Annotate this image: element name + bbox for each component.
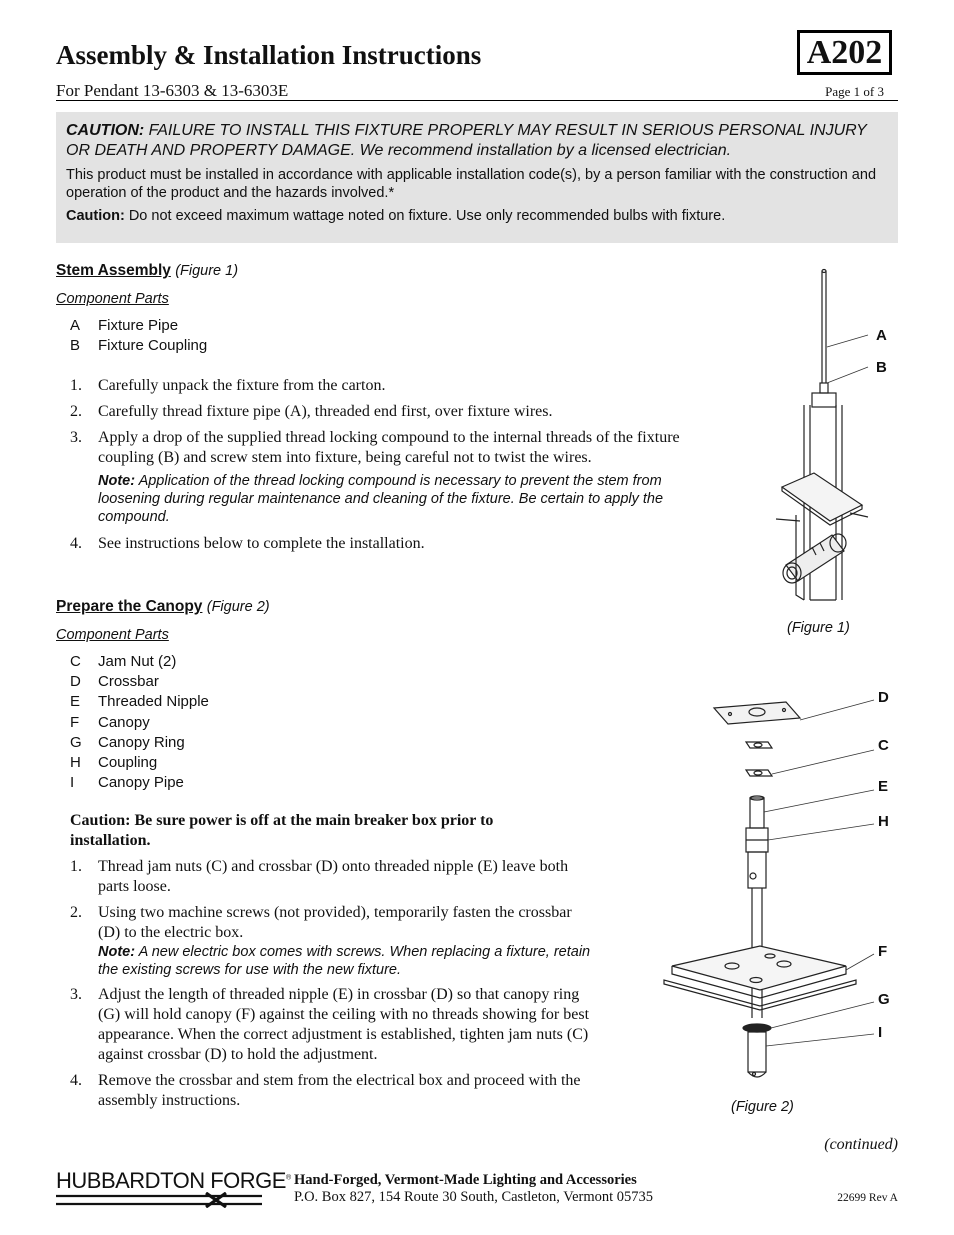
step-text: Remove the crossbar and stem from the electrical box and proceed with the assembly instructions. — [98, 1072, 581, 1109]
part-key: D — [70, 673, 81, 691]
step-text: Apply a drop of the supplied thread locking compound to the internal threads of the fixture coupling (B) and screw stem into fixture, being careful not to twist the wires. — [98, 429, 680, 466]
caution-body: This product must be installed in accordance with applicable installation code(s), by a person familiar with the construction and operation of the product and the hazards involved.* — [66, 167, 877, 201]
canopy-note — [98, 943, 596, 979]
document-title: Assembly & Installation Instructions — [56, 40, 482, 70]
footer-tagline: Hand-Forged, Vermont-Made Lighting and Accessories — [294, 1172, 637, 1188]
stem-parts-list — [56, 316, 207, 356]
figure-1-stem-drawing — [770, 265, 870, 605]
list-item — [56, 985, 596, 1065]
part-key: F — [70, 713, 80, 731]
step-number: 4. — [70, 535, 82, 552]
power-caution: Caution: Be sure power is off at the main breaker box prior to installation. — [70, 812, 494, 849]
step-text: Thread jam nuts (C) and crossbar (D) onto threaded nipple (E) leave both parts loose. — [98, 858, 569, 895]
prepare-canopy-heading — [56, 598, 270, 616]
step-text: Using two machine screws (not provided), temporarily fasten the crossbar (D) to the electric box. — [98, 904, 572, 941]
figure-1-label-b: B — [876, 359, 887, 376]
brand-logo-swoosh — [56, 1192, 262, 1208]
list-item — [56, 713, 209, 733]
figure-2-canopy-drawing — [660, 690, 883, 1090]
footer-address: P.O. Box 827, 154 Route 30 South, Castleton, Vermont 05735 — [294, 1189, 654, 1205]
step-number: 1. — [70, 858, 82, 875]
caution-label: CAUTION: — [66, 122, 145, 139]
list-item — [56, 903, 596, 981]
part-name: Fixture Pipe — [98, 317, 179, 334]
figure-2-label-g: G — [878, 991, 890, 1008]
part-key: H — [70, 754, 81, 772]
header-rule — [56, 100, 898, 101]
part-key: A — [70, 317, 81, 334]
part-name: Coupling — [98, 754, 158, 772]
part-key: I — [70, 774, 75, 792]
step-number: 4. — [70, 1072, 82, 1089]
figure-2-label-f: F — [878, 943, 888, 960]
list-item — [56, 428, 726, 528]
caution-text: FAILURE TO INSTALL THIS FIXTURE PROPERLY MAY RESULT IN SERIOUS PERSONAL INJURY OR DEATH AND PROPERTY DAMAGE. We recommend installation by a licensed electrician. — [66, 122, 867, 159]
figure-2-label-i: I — [878, 1024, 883, 1041]
list-item — [56, 857, 596, 897]
figure-2-label-e: E — [878, 778, 889, 795]
brand-name: HUBBARDTON FORGE — [56, 1168, 286, 1193]
part-name: Fixture Coupling — [98, 337, 208, 355]
caution-box — [56, 112, 898, 243]
part-key: B — [70, 337, 81, 355]
step-number: 3. — [70, 429, 82, 446]
stem-assembly-figure-ref: (Figure 1) — [175, 263, 239, 279]
step-text: Carefully thread fixture pipe (A), threaded end first, over fixture wires. — [98, 403, 553, 420]
part-key: C — [70, 653, 81, 670]
list-item — [56, 692, 209, 712]
list-item — [56, 336, 207, 356]
note-label: Note: — [98, 944, 136, 960]
step-body — [98, 903, 596, 981]
list-item — [56, 534, 726, 554]
note-label: Note: — [98, 473, 136, 489]
list-item — [56, 672, 209, 692]
step-number: 1. — [70, 377, 82, 394]
step-text: Adjust the length of threaded nipple (E) in crossbar (D) so that canopy ring (G) will hold canopy (F) against the ceiling with no threads showing for best appearance. When the correct adjustment is established, tighten jam nuts (C) against crossbar (D) to hold the adjustment. — [98, 986, 590, 1063]
stem-assembly-title: Stem Assembly — [56, 262, 171, 279]
wattage-caution — [66, 207, 888, 225]
figure-1-label-a: A — [876, 327, 887, 344]
step-text: See instructions below to complete the installation. — [98, 535, 425, 552]
wattage-caution-text: Do not exceed maximum wattage noted on fixture. Use only recommended bulbs with fixture. — [128, 208, 726, 224]
figure-1-caption: (Figure 1) — [787, 620, 850, 636]
caution-warning — [66, 121, 888, 161]
note-text: Application of the thread locking compound is necessary to prevent the stem from loosening during regular maintenance and cleaning of the fixture. Be certain to apply the compound. — [98, 473, 664, 525]
part-name: Crossbar — [98, 673, 159, 691]
part-name: Canopy Pipe — [98, 774, 184, 792]
step-number: 2. — [70, 403, 82, 420]
brand-logo — [56, 1168, 291, 1194]
figure-2-caption: (Figure 2) — [731, 1099, 794, 1115]
figure-2-label-c: C — [878, 737, 889, 754]
document-code-box: A202 — [797, 30, 892, 75]
list-item — [56, 753, 209, 773]
prepare-canopy-title: Prepare the Canopy — [56, 598, 203, 615]
step-number: 3. — [70, 986, 82, 1003]
step-body — [98, 428, 726, 528]
figure-2-label-h: H — [878, 813, 889, 830]
stem-assembly-heading — [56, 262, 238, 280]
prepare-canopy-figure-ref: (Figure 2) — [206, 599, 270, 615]
registered-mark: ® — [285, 1174, 291, 1182]
step-text: Carefully unpack the fixture from the carton. — [98, 377, 386, 394]
wattage-caution-label: Caution: — [66, 208, 125, 224]
canopy-components-heading: Component Parts — [56, 627, 169, 643]
step-number: 2. — [70, 904, 82, 921]
list-item — [56, 316, 207, 336]
continued-note: (continued) — [824, 1136, 898, 1153]
page-number: Page 1 of 3 — [825, 84, 884, 99]
stem-steps — [56, 376, 726, 560]
part-name: Threaded Nipple — [98, 693, 209, 711]
list-item — [56, 1071, 596, 1111]
list-item — [56, 733, 209, 753]
figure-2-label-d: D — [878, 689, 889, 706]
document-revision: 22699 Rev A — [837, 1192, 898, 1204]
list-item — [56, 376, 726, 396]
list-item — [56, 402, 726, 422]
canopy-parts-list — [56, 652, 209, 793]
list-item — [56, 652, 209, 672]
stem-note — [98, 472, 726, 526]
part-name: Jam Nut (2) — [98, 653, 177, 670]
part-key: G — [70, 733, 82, 751]
part-name: Canopy — [98, 713, 150, 731]
part-key: E — [70, 693, 81, 711]
stem-components-heading: Component Parts — [56, 291, 169, 307]
product-subtitle: For Pendant 13-6303 & 13-6303E — [56, 81, 289, 100]
canopy-steps — [56, 857, 596, 1117]
list-item — [56, 773, 209, 793]
note-text: A new electric box comes with screws. When replacing a fixture, retain the existing screws for use with the new fixture. — [98, 944, 591, 978]
part-name: Canopy Ring — [98, 733, 185, 751]
